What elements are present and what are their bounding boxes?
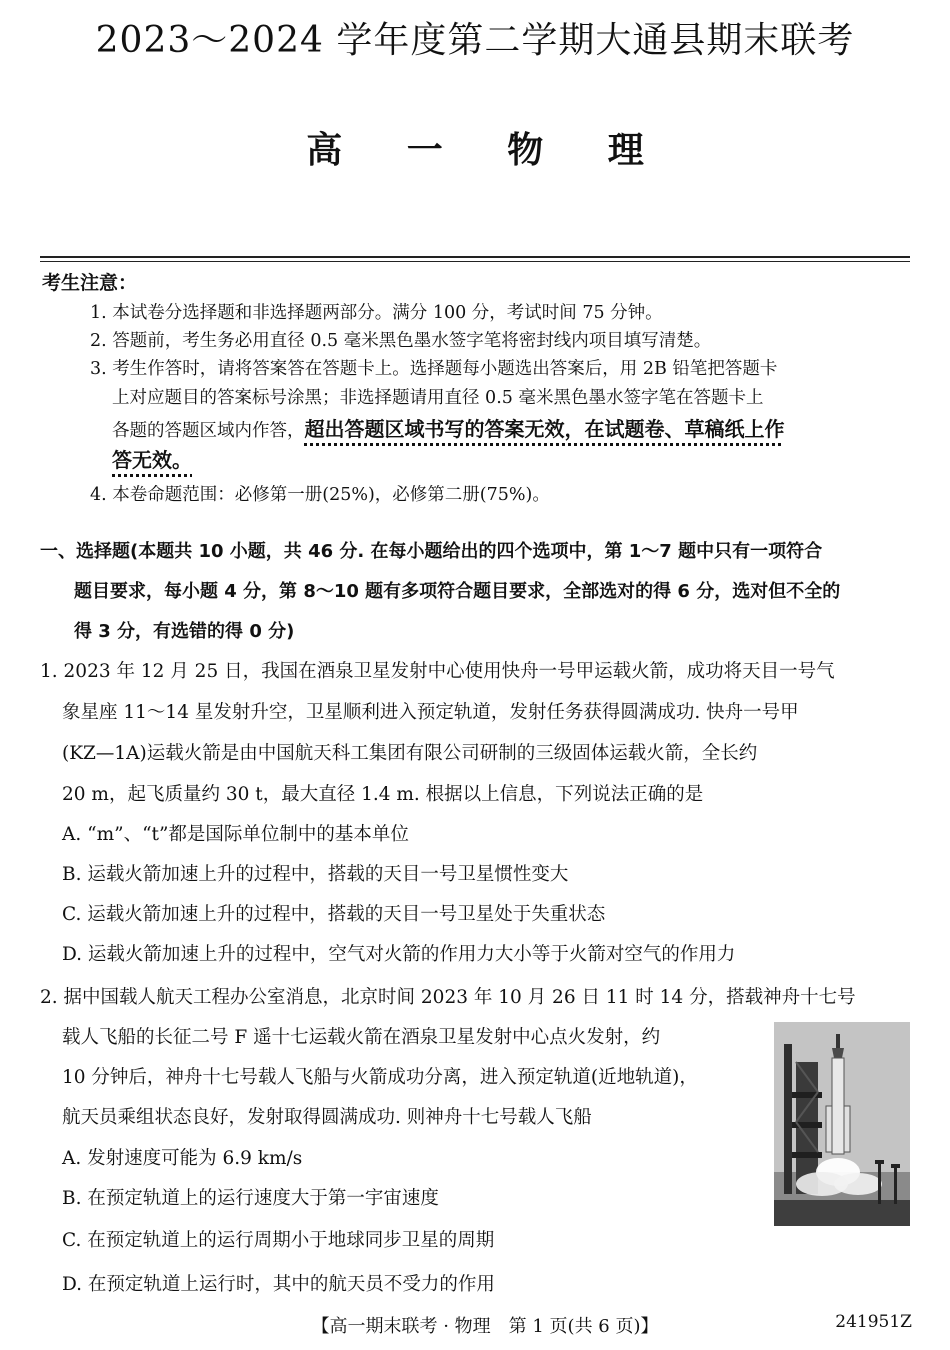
question-2-option-b: B. 在预定轨道上的运行速度大于第一宇宙速度 [62, 1188, 439, 1209]
notice-emphasis-cont [112, 444, 192, 473]
question-2-option-a: A. 发射速度可能为 6.9 km/s [62, 1148, 303, 1169]
question-1-stem: (KZ—1A)运载火箭是由中国航天科工集团有限公司研制的三级固体运载火箭，全长约 [62, 743, 758, 764]
notice-item-1: 1. 本试卷分选择题和非选择题两部分。满分 100 分，考试时间 75 分钟。 [90, 303, 663, 323]
section-heading-cont: 得 3 分，有选错的得 0 分) [74, 621, 295, 642]
rocket-launch-illustration [774, 1022, 910, 1226]
question-1-option-b: B. 运载火箭加速上升的过程中，搭载的天目一号卫星惯性变大 [62, 864, 569, 885]
question-1-stem: 象星座 11～14 星发射升空，卫星顺利进入预定轨道，发射任务获得圆满成功. 快舟一号甲 [62, 702, 799, 723]
question-1-stem: 1. 2023 年 12 月 25 日，我国在酒泉卫星发射中心使用快舟一号甲运载火箭，成功将天目一号气 [40, 661, 835, 682]
question-1-option-a: A. “m”、“t”都是国际单位制中的基本单位 [62, 824, 409, 845]
notice-item-3-cont [112, 413, 785, 442]
top-rule-thin [40, 261, 910, 262]
question-1-stem: 20 m，起飞质量约 30 t，最大直径 1.4 m. 根据以上信息，下列说法正确的是 [62, 784, 704, 805]
question-2-stem: 2. 据中国载人航天工程办公室消息，北京时间 2023 年 10 月 26 日 11 时 14 分，搭载神舟十七号 [40, 987, 856, 1008]
top-rule [40, 256, 910, 258]
question-1-option-c: C. 运载火箭加速上升的过程中，搭载的天目一号卫星处于失重状态 [62, 904, 606, 925]
notice-emphasis: 答无效。 [112, 448, 192, 472]
page-footer: 【高一期末联考 · 物理 第 1 页(共 6 页)】 [311, 1316, 659, 1337]
exam-title: 2023～2024 学年度第二学期大通县期末联考 [95, 20, 855, 61]
paper-code: 241951Z [835, 1312, 912, 1332]
subject-title: 高 一 物 理 [306, 130, 670, 171]
notice-item-3-cont: 上对应题目的答案标号涂黑；非选择题请用直径 0.5 毫米黑色墨水签字笔在答题卡上 [112, 388, 764, 408]
notice-item-2: 2. 答题前，考生务必用直径 0.5 毫米黑色墨水签字笔将密封线内项目填写清楚。 [90, 331, 712, 351]
question-2-stem: 航天员乘组状态良好，发射取得圆满成功. 则神舟十七号载人飞船 [62, 1107, 592, 1128]
notice-item-3: 3. 考生作答时，请将答案答在答题卡上。选择题每小题选出答案后，用 2B 铅笔把答题卡 [90, 359, 778, 379]
notice-emphasis: 超出答题区域书写的答案无效，在试题卷、草稿纸上作 [304, 417, 785, 441]
notice-heading: 考生注意： [42, 272, 138, 294]
section-heading-cont: 题目要求，每小题 4 分，第 8～10 题有多项符合题目要求，全部选对的得 6 分，选对但不全的 [74, 581, 841, 602]
question-1-option-d: D. 运载火箭加速上升的过程中，空气对火箭的作用力大小等于火箭对空气的作用力 [62, 944, 736, 965]
question-2-stem: 10 分钟后，神舟十七号载人飞船与火箭成功分离，进入预定轨道(近地轨道)， [62, 1067, 698, 1088]
section-heading: 一、选择题(本题共 10 小题，共 46 分. 在每小题给出的四个选项中，第 1～7 题中只有一项符合 [40, 541, 823, 562]
question-2-option-c: C. 在预定轨道上的运行周期小于地球同步卫星的周期 [62, 1230, 495, 1251]
question-2-stem: 载人飞船的长征二号 F 遥十七运载火箭在酒泉卫星发射中心点火发射，约 [62, 1027, 661, 1048]
question-2-option-d: D. 在预定轨道上运行时，其中的航天员不受力的作用 [62, 1274, 495, 1295]
notice-text: 各题的答题区域内作答， [112, 421, 305, 441]
notice-item-4: 4. 本卷命题范围：必修第一册(25%)，必修第二册(75%)。 [90, 485, 550, 505]
rocket-launch-photo [774, 1022, 910, 1226]
